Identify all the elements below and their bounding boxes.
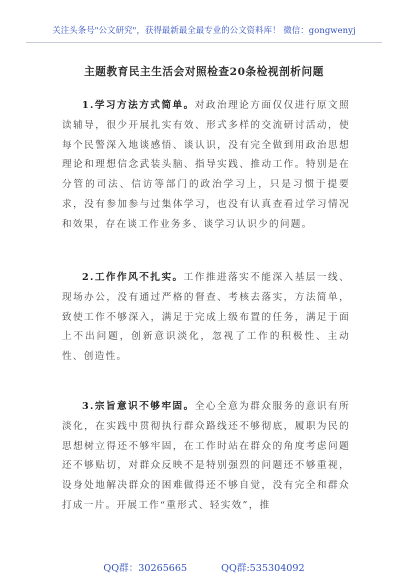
paragraph-3-body: 全心全意为群众服务的意识有所淡化，在实践中贯彻执行群众路线还不够彻底，履职为民的思想树立得还不够牢固，在工作时站在群众的角度考虑问题还不够贴切，对群众反映不是特别强烈的问题还不够重视，设身处地解决群众的困难做得还不够自觉，没有完全和群众打成一片。开展工作“重形式、轻实效”，推 — [62, 401, 350, 511]
paragraph-1 — [62, 96, 350, 235]
paragraph-3 — [62, 397, 350, 516]
paragraph-1-body: 对政治理论方面仅仅进行原文照读辅导，很少开展扎实有效、形式多样的交流研讨活动，使每个民警深入地谈感悟、谈认识，没有完全做到用政治思想理论和理想信念武装头脑、指导实践、推动工作。特别是在分管的司法、信访等部门的政治学习上，只是习惯于提要求，没有参加参与过集体学习，也没有认真查看过学习情况和效果，存在谈工作业务多、谈学习认识少的问题。 — [62, 100, 350, 230]
document-title: 主题教育民主生活会对照检查20条检视剖析问题 — [84, 66, 324, 78]
footer-contact — [0, 560, 408, 574]
header-banner: 关注头条号"公文研究"，获得最新最全最专业的公文资料库！ 微信：gongwenyj — [52, 25, 356, 35]
footer-qq-group-2: QQ群:535304092 — [221, 563, 305, 574]
footer-qq-group-1: QQ群：30265665 — [103, 563, 188, 574]
paragraph-2 — [62, 268, 350, 367]
paragraph-3-heading: 3.宗旨意识不够牢固。 — [82, 401, 195, 412]
header-divider — [26, 42, 382, 43]
paragraph-2-heading: 2.工作作风不扎实。 — [82, 272, 184, 283]
paragraph-2-body: 工作推进落实不能深入基层一线、现场办公，没有通过严格的督查、考核去落实，方法简单，致使工作不够深入，满足于完成上级布置的任务，满足于面上不出问题，创新意识淡化，忽视了工作的积极性、主动性、创造性。 — [62, 272, 351, 363]
paragraph-1-heading: 1.学习方法方式简单。 — [82, 100, 195, 111]
